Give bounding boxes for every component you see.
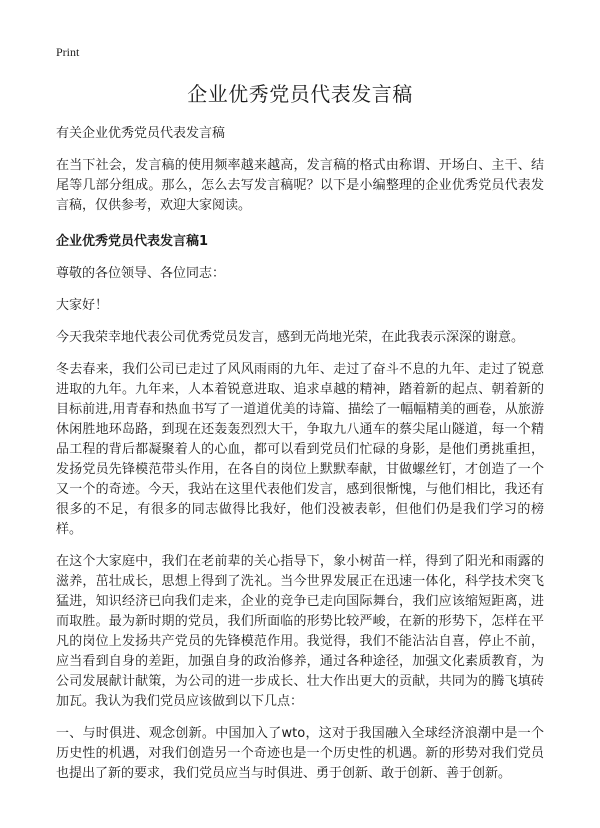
document-subtitle: 有关企业优秀党员代表发言稿 [56, 126, 226, 141]
section-heading: 企业优秀党员代表发言稿1 [56, 234, 209, 249]
body-paragraph: 在这个大家庭中，我们在老前辈的关心指导下，象小树苗一样，得到了阳光和雨露的滋养，茁壮成长，思想上得到了洗礼。当今世界发展正在迅速一体化，科学技术突飞猛进，知识经济已向我们走来，企业的竞争已走向国际舞台，我们应该缩短距离，进而取胜。最为新时期的党员，我们所面临的形势比较严峻，在新的形势下，怎样在平凡的岗位上发扬共产党员的先锋模范作用。我觉得，我们不能沾沾自喜，停止不前，应当看到自身的差距，加强自身的政治修养，通过各种途径，加强文化素质教育，为公司发展献计献策，为公司的进一步成长、壮大作出更大的贡献，共同为的腾飞填砖加瓦。我认为我们党员应该做到以下几点： [56, 554, 544, 709]
intro-paragraph: 在当下社会，发言稿的使用频率越来越高，发言稿的格式由称谓、开场白、主干、结尾等几部分组成。那么，怎么去写发言稿呢？以下是小编整理的企业优秀党员代表发言稿，仅供参考，欢迎大家阅读。 [56, 158, 544, 213]
body-paragraph: 一、与时俱进、观念创新。中国加入了wto，这对于我国融入全球经济浪潮中是一个历史性的机遇，对我们创造另一个奇迹也是一个历史性的机遇。新的形势对我们党员也提出了新的要求，我们党员应当与时俱进、勇于创新、敢于创新、善于创新。 [56, 726, 544, 781]
greeting: 大家好！ [56, 298, 109, 313]
body-paragraph: 冬去春来，我们公司已走过了风风雨雨的九年、走过了奋斗不息的九年、走过了锐意进取的九年。九年来，人本着锐意进取、追求卓越的精神，踏着新的起点、朝着新的目标前进,用青春和热血书写了一道道优美的诗篇、描绘了一幅幅精美的画卷，从旅游休闲胜地环岛路，到现在还轰轰烈烈大干，争取九八通车的蔡尖尾山隧道，每一个精品工程的背后都凝聚着人的心血，都可以看到党员们忙碌的身影，是他们勇挑重担，发扬党员先锋模范带头作用，在各自的岗位上默默奉献，甘做螺丝钉，才创造了一个又一个的奇迹。今天，我站在这里代表他们发言，感到很惭愧，与他们相比，我还有很多的不足，有很多的同志做得比我好，他们没被表彰，但他们仍是我们学习的榜样。 [56, 362, 544, 537]
salutation: 尊敬的各位领导、各位同志： [56, 266, 226, 281]
body-paragraph: 今天我荣幸地代表公司优秀党员发言，感到无尚地光荣，在此我表示深深的谢意。 [56, 330, 525, 345]
print-link[interactable]: Print [56, 45, 80, 59]
document-title: 企业优秀党员代表发言稿 [187, 82, 413, 106]
